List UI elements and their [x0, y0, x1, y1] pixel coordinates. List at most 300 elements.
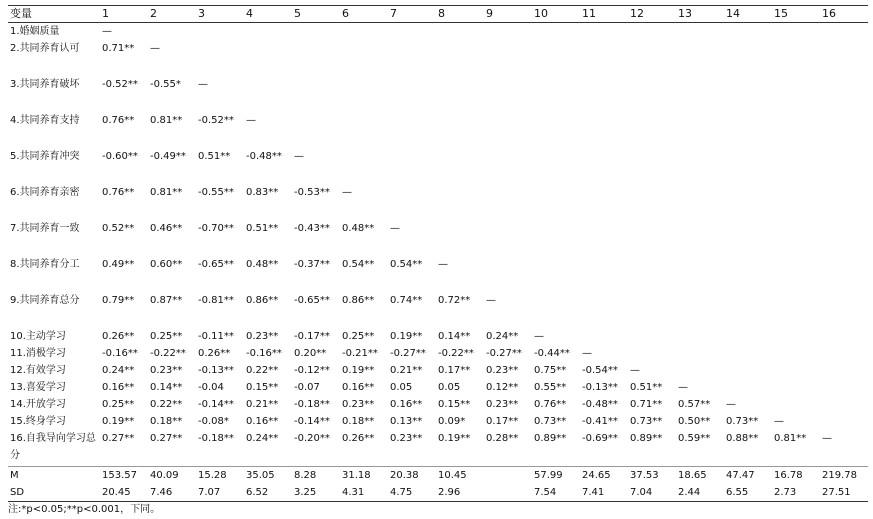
empty-cell [532, 256, 580, 292]
empty-cell [724, 76, 772, 112]
empty-cell [388, 184, 436, 220]
stat-cell: 7.07 [196, 484, 244, 502]
empty-cell [772, 362, 820, 379]
correlation-cell: 0.81** [150, 115, 183, 126]
row-label: 12.有效学习 [10, 365, 66, 376]
diagonal-dash: — [822, 433, 832, 444]
empty-cell [580, 328, 628, 345]
correlation-cell: -0.20** [294, 433, 330, 444]
correlation-cell: 0.21** [246, 399, 279, 410]
correlation-cell: 0.73** [630, 416, 663, 427]
table-row [8, 220, 868, 256]
table-body [8, 23, 868, 502]
empty-cell [580, 292, 628, 328]
table-row [8, 256, 868, 292]
row-label: 5.共同养育冲突 [10, 151, 80, 162]
header-col-2: 2 [148, 6, 196, 23]
empty-cell [340, 148, 388, 184]
empty-cell [724, 184, 772, 220]
empty-cell [436, 184, 484, 220]
empty-cell [724, 379, 772, 396]
empty-cell [436, 23, 484, 41]
empty-cell [676, 23, 724, 41]
empty-cell [772, 256, 820, 292]
correlation-cell: 0.24** [486, 331, 519, 342]
correlation-cell: -0.49** [150, 151, 186, 162]
empty-cell [292, 23, 340, 41]
empty-cell [724, 256, 772, 292]
empty-cell [628, 112, 676, 148]
empty-cell [772, 379, 820, 396]
stat-cell: 37.53 [628, 467, 676, 485]
stat-row [8, 484, 868, 502]
empty-cell [532, 112, 580, 148]
correlation-cell: 0.26** [102, 331, 135, 342]
empty-cell [340, 40, 388, 76]
correlation-cell: 0.27** [150, 433, 183, 444]
empty-cell [628, 148, 676, 184]
correlation-cell: -0.43** [294, 223, 330, 234]
correlation-cell: 0.89** [534, 433, 567, 444]
empty-cell [580, 40, 628, 76]
empty-cell [388, 76, 436, 112]
table-row [8, 379, 868, 396]
header-variable: 变量 [8, 6, 100, 23]
table-note: 注:*p<0.05;**p<0.001，下同。 [8, 504, 161, 515]
empty-cell [244, 23, 292, 41]
row-label: 3.共同养育破坏 [10, 79, 80, 90]
empty-cell [820, 396, 868, 413]
empty-cell [772, 345, 820, 362]
empty-cell [724, 112, 772, 148]
empty-cell [628, 220, 676, 256]
correlation-cell: -0.13** [198, 365, 234, 376]
correlation-cell: -0.52** [102, 79, 138, 90]
correlation-cell: -0.70** [198, 223, 234, 234]
correlation-cell: -0.54** [582, 365, 618, 376]
empty-cell [676, 328, 724, 345]
row-label: 9.共同养育总分 [10, 295, 80, 306]
empty-cell [388, 40, 436, 76]
empty-cell [628, 292, 676, 328]
stat-cell: 47.47 [724, 467, 772, 485]
correlation-cell: 0.86** [246, 295, 279, 306]
diagonal-dash: — [198, 79, 208, 90]
table-row [8, 76, 868, 112]
correlation-cell: 0.71** [630, 399, 663, 410]
header-col-4: 4 [244, 6, 292, 23]
empty-cell [484, 23, 532, 41]
diagonal-dash: — [294, 151, 304, 162]
correlation-cell: 0.23** [486, 365, 519, 376]
correlation-cell: 0.48** [342, 223, 375, 234]
row-label: 2.共同养育认可 [10, 43, 80, 54]
table-header [8, 6, 868, 23]
empty-cell [436, 148, 484, 184]
row-label: 6.共同养育亲密 [10, 187, 80, 198]
empty-cell [676, 40, 724, 76]
header-col-5: 5 [292, 6, 340, 23]
stat-cell: 31.18 [340, 467, 388, 485]
correlation-cell: 0.18** [150, 416, 183, 427]
correlation-cell: 0.76** [102, 187, 135, 198]
correlation-cell: -0.69** [582, 433, 618, 444]
correlation-cell: -0.18** [294, 399, 330, 410]
correlation-cell: 0.81** [150, 187, 183, 198]
empty-cell [196, 23, 244, 41]
correlation-cell: 0.24** [246, 433, 279, 444]
empty-cell [772, 220, 820, 256]
empty-cell [676, 148, 724, 184]
correlation-cell: 0.23** [342, 399, 375, 410]
correlation-cell: 0.25** [150, 331, 183, 342]
empty-cell [580, 112, 628, 148]
stat-cell: 18.65 [676, 467, 724, 485]
correlation-cell: 0.76** [102, 115, 135, 126]
table-row [8, 396, 868, 413]
table-row [8, 23, 868, 41]
empty-cell [724, 328, 772, 345]
row-label: 11.消极学习 [10, 348, 66, 359]
correlation-cell: 0.72** [438, 295, 471, 306]
row-label: 4.共同养育支持 [10, 115, 80, 126]
correlation-cell: -0.44** [534, 348, 570, 359]
empty-cell [676, 184, 724, 220]
correlation-cell: 0.19** [390, 331, 423, 342]
empty-cell [580, 76, 628, 112]
empty-cell [772, 40, 820, 76]
stat-cell: 7.46 [148, 484, 196, 502]
table-row [8, 413, 868, 430]
stat-cell: 16.78 [772, 467, 820, 485]
diagonal-dash: — [630, 365, 640, 376]
correlation-cell: 0.22** [150, 399, 183, 410]
diagonal-dash: — [150, 43, 160, 54]
correlation-cell: 0.49** [102, 259, 135, 270]
correlation-table [8, 5, 868, 502]
empty-cell [820, 40, 868, 76]
empty-cell [676, 345, 724, 362]
correlation-cell: -0.04 [198, 382, 224, 393]
empty-cell [772, 292, 820, 328]
correlation-cell: 0.79** [102, 295, 135, 306]
empty-cell [292, 112, 340, 148]
correlation-cell: 0.89** [630, 433, 663, 444]
table-row [8, 345, 868, 362]
correlation-cell: 0.09* [438, 416, 466, 427]
empty-cell [724, 345, 772, 362]
correlation-cell: 0.19** [438, 433, 471, 444]
correlation-cell: 0.74** [390, 295, 423, 306]
stat-cell: 35.05 [244, 467, 292, 485]
correlation-cell: -0.21** [342, 348, 378, 359]
empty-cell [820, 23, 868, 41]
correlation-cell: -0.60** [102, 151, 138, 162]
stat-cell: 2.73 [772, 484, 820, 502]
correlation-cell: -0.08* [198, 416, 229, 427]
correlation-cell: 0.76** [534, 399, 567, 410]
correlation-cell: 0.87** [150, 295, 183, 306]
empty-cell [676, 362, 724, 379]
correlation-cell: 0.81** [774, 433, 807, 444]
row-label: 14.开放学习 [10, 399, 66, 410]
correlation-cell: 0.16** [390, 399, 423, 410]
correlation-cell: 0.86** [342, 295, 375, 306]
diagonal-dash: — [438, 259, 448, 270]
correlation-cell: 0.24** [102, 365, 135, 376]
stat-cell [484, 467, 532, 485]
empty-cell [532, 148, 580, 184]
table-row [8, 184, 868, 220]
correlation-cell: -0.22** [150, 348, 186, 359]
empty-cell [244, 40, 292, 76]
empty-cell [196, 40, 244, 76]
correlation-cell: -0.27** [390, 348, 426, 359]
empty-cell [340, 23, 388, 41]
empty-cell [772, 112, 820, 148]
diagonal-dash: — [678, 382, 688, 393]
empty-cell [820, 292, 868, 328]
empty-cell [820, 256, 868, 292]
empty-cell [580, 220, 628, 256]
correlation-cell: 0.25** [342, 331, 375, 342]
stat-cell: 7.41 [580, 484, 628, 502]
correlation-table-container [8, 5, 868, 502]
diagonal-dash: — [342, 187, 352, 198]
correlation-cell: 0.12** [486, 382, 519, 393]
correlation-cell: 0.15** [438, 399, 471, 410]
empty-cell [580, 148, 628, 184]
table-row [8, 362, 868, 379]
correlation-cell: 0.51** [198, 151, 231, 162]
empty-cell [772, 23, 820, 41]
correlation-cell: -0.22** [438, 348, 474, 359]
empty-cell [628, 23, 676, 41]
correlation-cell: 0.16** [102, 382, 135, 393]
correlation-cell: -0.18** [198, 433, 234, 444]
correlation-cell: 0.13** [390, 416, 423, 427]
correlation-cell: 0.59** [678, 433, 711, 444]
correlation-cell: 0.57** [678, 399, 711, 410]
stat-cell: 153.57 [100, 467, 148, 485]
correlation-cell: -0.13** [582, 382, 618, 393]
correlation-cell: 0.51** [246, 223, 279, 234]
correlation-cell: -0.48** [246, 151, 282, 162]
correlation-cell: -0.37** [294, 259, 330, 270]
diagonal-dash: — [534, 331, 544, 342]
empty-cell [340, 76, 388, 112]
correlation-cell: 0.55** [534, 382, 567, 393]
empty-cell [484, 40, 532, 76]
stat-cell: 40.09 [148, 467, 196, 485]
correlation-cell: 0.27** [102, 433, 135, 444]
correlation-cell: 0.88** [726, 433, 759, 444]
correlation-cell: -0.65** [198, 259, 234, 270]
table-row [8, 430, 868, 467]
diagonal-dash: — [246, 115, 256, 126]
stat-cell: 2.96 [436, 484, 484, 502]
row-label: 7.共同养育一致 [10, 223, 80, 234]
header-col-3: 3 [196, 6, 244, 23]
stat-cell: 6.52 [244, 484, 292, 502]
correlation-cell: -0.55** [198, 187, 234, 198]
header-col-14: 14 [724, 6, 772, 23]
table-row [8, 40, 868, 76]
empty-cell [772, 184, 820, 220]
empty-cell [676, 112, 724, 148]
correlation-cell: 0.16** [342, 382, 375, 393]
table-row [8, 328, 868, 345]
correlation-cell: 0.16** [246, 416, 279, 427]
empty-cell [820, 184, 868, 220]
correlation-cell: -0.53** [294, 187, 330, 198]
empty-cell [772, 76, 820, 112]
stat-cell: 20.38 [388, 467, 436, 485]
empty-cell [628, 328, 676, 345]
correlation-cell: 0.54** [342, 259, 375, 270]
empty-cell [484, 112, 532, 148]
table-row [8, 292, 868, 328]
empty-cell [772, 148, 820, 184]
correlation-cell: -0.55* [150, 79, 181, 90]
empty-cell [724, 362, 772, 379]
header-row [8, 6, 868, 23]
correlation-cell: -0.16** [246, 348, 282, 359]
correlation-cell: 0.21** [390, 365, 423, 376]
correlation-cell: 0.23** [150, 365, 183, 376]
correlation-cell: 0.48** [246, 259, 279, 270]
correlation-cell: -0.16** [102, 348, 138, 359]
empty-cell [628, 256, 676, 292]
stat-cell: 15.28 [196, 467, 244, 485]
correlation-cell: 0.20** [294, 348, 327, 359]
correlation-cell: 0.26** [342, 433, 375, 444]
correlation-cell: -0.12** [294, 365, 330, 376]
correlation-cell: 0.51** [630, 382, 663, 393]
table-row [8, 148, 868, 184]
diagonal-dash: — [102, 26, 112, 37]
empty-cell [436, 40, 484, 76]
correlation-cell: 0.28** [486, 433, 519, 444]
correlation-cell: 0.83** [246, 187, 279, 198]
empty-cell [484, 184, 532, 220]
header-col-11: 11 [580, 6, 628, 23]
stat-cell: 7.04 [628, 484, 676, 502]
empty-cell [724, 292, 772, 328]
empty-cell [724, 220, 772, 256]
empty-cell [148, 23, 196, 41]
empty-cell [676, 76, 724, 112]
correlation-cell: 0.05 [390, 382, 413, 393]
correlation-cell: 0.75** [534, 365, 567, 376]
correlation-cell: -0.52** [198, 115, 234, 126]
empty-cell [292, 76, 340, 112]
empty-cell [676, 256, 724, 292]
header-col-9: 9 [484, 6, 532, 23]
correlation-cell: 0.15** [246, 382, 279, 393]
header-col-8: 8 [436, 6, 484, 23]
stat-cell: 20.45 [100, 484, 148, 502]
empty-cell [772, 396, 820, 413]
header-col-15: 15 [772, 6, 820, 23]
empty-cell [580, 23, 628, 41]
stat-cell: 24.65 [580, 467, 628, 485]
empty-cell [772, 328, 820, 345]
correlation-cell: 0.14** [150, 382, 183, 393]
row-label: 16.自我导向学习总分 [10, 433, 96, 461]
empty-cell [292, 40, 340, 76]
empty-cell [724, 148, 772, 184]
empty-cell [484, 256, 532, 292]
correlation-cell: 0.26** [198, 348, 231, 359]
stat-cell: 219.78 [820, 467, 868, 485]
correlation-cell: 0.23** [390, 433, 423, 444]
correlation-cell: -0.65** [294, 295, 330, 306]
empty-cell [532, 23, 580, 41]
stat-cell: 3.25 [292, 484, 340, 502]
empty-cell [436, 220, 484, 256]
empty-cell [388, 148, 436, 184]
empty-cell [484, 148, 532, 184]
empty-cell [244, 76, 292, 112]
row-label: 13.喜爱学习 [10, 382, 66, 393]
empty-cell [532, 76, 580, 112]
empty-cell [820, 328, 868, 345]
correlation-cell: 0.19** [342, 365, 375, 376]
empty-cell [580, 256, 628, 292]
correlation-cell: 0.14** [438, 331, 471, 342]
empty-cell [484, 76, 532, 112]
stat-cell: 8.28 [292, 467, 340, 485]
correlation-cell: -0.14** [294, 416, 330, 427]
correlation-cell: -0.27** [486, 348, 522, 359]
correlation-cell: -0.17** [294, 331, 330, 342]
row-label: 10.主动学习 [10, 331, 66, 342]
empty-cell [388, 23, 436, 41]
correlation-cell: 0.25** [102, 399, 135, 410]
stat-cell: 7.54 [532, 484, 580, 502]
correlation-cell: 0.73** [534, 416, 567, 427]
empty-cell [628, 345, 676, 362]
header-col-10: 10 [532, 6, 580, 23]
stat-cell: 10.45 [436, 467, 484, 485]
correlation-cell: -0.14** [198, 399, 234, 410]
diagonal-dash: — [390, 223, 400, 234]
empty-cell [676, 220, 724, 256]
correlation-cell: 0.60** [150, 259, 183, 270]
correlation-cell: 0.52** [102, 223, 135, 234]
table-row [8, 112, 868, 148]
correlation-cell: 0.71** [102, 43, 135, 54]
header-col-13: 13 [676, 6, 724, 23]
stat-row [8, 467, 868, 485]
correlation-cell: -0.48** [582, 399, 618, 410]
empty-cell [628, 184, 676, 220]
diagonal-dash: — [726, 399, 736, 410]
empty-cell [820, 345, 868, 362]
empty-cell [580, 184, 628, 220]
diagonal-dash: — [486, 295, 496, 306]
correlation-cell: 0.46** [150, 223, 183, 234]
empty-cell [820, 112, 868, 148]
header-col-16: 16 [820, 6, 868, 23]
header-col-1: 1 [100, 6, 148, 23]
empty-cell [820, 76, 868, 112]
stat-cell: 57.99 [532, 467, 580, 485]
correlation-cell: 0.23** [246, 331, 279, 342]
empty-cell [676, 292, 724, 328]
empty-cell [532, 220, 580, 256]
